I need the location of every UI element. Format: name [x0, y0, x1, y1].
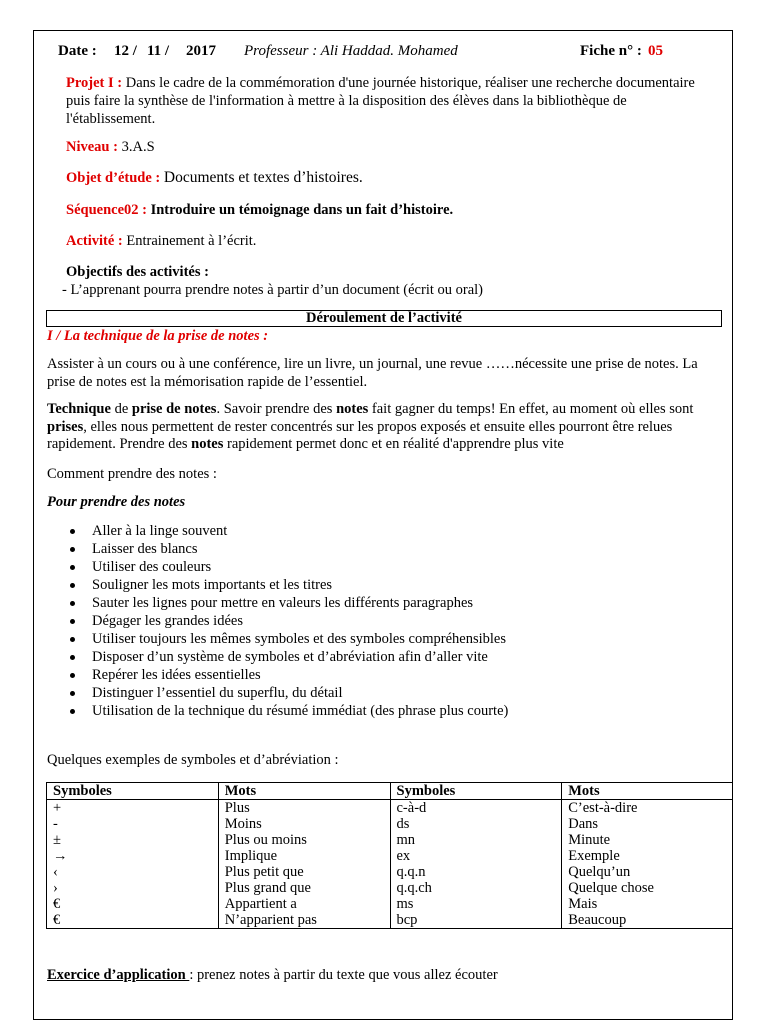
- table-row: [47, 864, 733, 880]
- objet-label: Objet d’étude :: [66, 170, 161, 186]
- exercice-line: [47, 966, 498, 984]
- fiche-number: 05: [648, 43, 663, 59]
- table-row: [47, 800, 733, 817]
- prises-term: prises: [47, 418, 84, 435]
- table-cell: Mais: [562, 896, 733, 912]
- text-run: fait gagner du temps! En effet, au moment où elles sont: [368, 401, 694, 417]
- activite-label: Activité :: [66, 233, 123, 249]
- bullet-icon: [70, 655, 75, 660]
- exemples-intro: Quelques exemples de symboles et d’abréviation :: [47, 752, 339, 768]
- table-row: [47, 816, 733, 832]
- table-cell: Plus grand que: [218, 880, 390, 896]
- list-item: [92, 702, 508, 720]
- date-year: 2017: [186, 43, 216, 59]
- list-item: [92, 576, 508, 594]
- table-cell: €: [47, 896, 219, 912]
- notes-term: notes: [336, 401, 369, 417]
- symbols-table: [46, 782, 733, 929]
- projet-paragraph: [66, 74, 706, 128]
- list-item: [92, 540, 508, 558]
- table-cell: →: [47, 848, 219, 864]
- projet-label: Projet I :: [66, 75, 123, 91]
- table-cell: €: [47, 912, 219, 929]
- bullet-icon: [70, 547, 75, 552]
- niveau-label: Niveau :: [66, 139, 118, 155]
- list-item-text: Laisser des blancs: [92, 541, 198, 557]
- table-header-cell: Symboles: [390, 783, 562, 800]
- list-item: [92, 666, 508, 684]
- list-item-text: Disposer d’un système de symboles et d’abréviation afin d’aller vite: [92, 649, 488, 665]
- teacher-name: Professeur : Ali Haddad. Mohamed: [244, 43, 458, 59]
- table-row: [47, 880, 733, 896]
- list-item: [92, 630, 508, 648]
- list-item-text: Utilisation de la technique du résumé immédiat (des phrase plus courte): [92, 703, 509, 719]
- list-item: [92, 558, 508, 576]
- activite-value: Entrainement à l’écrit.: [126, 233, 257, 249]
- table-cell: ±: [47, 832, 219, 848]
- table-cell: ›: [47, 880, 219, 896]
- activite-line: [66, 232, 256, 250]
- technique-paragraph: [47, 401, 727, 454]
- table-cell: Plus petit que: [218, 864, 390, 880]
- niveau-line: [66, 138, 155, 156]
- bullet-icon: [70, 691, 75, 696]
- bullet-icon: [70, 601, 75, 606]
- bullet-icon: [70, 583, 75, 588]
- table-cell: ds: [390, 816, 562, 832]
- projet-text: Dans le cadre de la commémoration d'une journée historique, réaliser une recherche documentaire puis faire la synthèse de l'information à mettre à la disposition des élèves dans la bibliothèque de l'établissement.: [66, 75, 695, 127]
- table-cell: Dans: [562, 816, 733, 832]
- exercice-label: Exercice d’application: [47, 967, 190, 983]
- table-row: [47, 896, 733, 912]
- list-item-text: Utiliser toujours les mêmes symboles et des symboles compréhensibles: [92, 631, 506, 647]
- list-item-text: Distinguer l’essentiel du superflu, du détail: [92, 685, 343, 701]
- table-cell: Appartient a: [218, 896, 390, 912]
- table-cell: Minute: [562, 832, 733, 848]
- table-cell: q.q.n: [390, 864, 562, 880]
- pour-title: Pour prendre des notes: [47, 494, 186, 510]
- table-cell: +: [47, 800, 219, 817]
- list-item-text: Utiliser des couleurs: [92, 559, 212, 575]
- fiche-label: Fiche n° :: [580, 43, 642, 59]
- table-cell: Exemple: [562, 848, 733, 864]
- notes-term: notes: [191, 436, 224, 452]
- date-day: 12 /: [114, 43, 137, 59]
- list-item-text: Sauter les lignes pour mettre en valeurs les différents paragraphes: [92, 595, 474, 611]
- table-cell: C’est-à-dire: [562, 800, 733, 817]
- deroulement-header: Déroulement de l’activité: [46, 310, 722, 327]
- intro-paragraph: Assister à un cours ou à une conférence, lire un livre, un journal, une revue ……nécessite une prise de notes. La prise de notes est la mémorisation rapide de l’essentiel.: [47, 356, 698, 390]
- sequence-value: Introduire un témoignage dans un fait d’histoire.: [150, 202, 454, 218]
- text-run: . Savoir prendre des: [216, 401, 337, 417]
- table-cell: ex: [390, 848, 562, 864]
- table-header-row: [47, 783, 733, 800]
- bullet-icon: [70, 637, 75, 642]
- section-title: I / La technique de la prise de notes :: [47, 328, 269, 344]
- table-cell: ‹: [47, 864, 219, 880]
- list-item: [92, 594, 508, 612]
- table-cell: N’apparient pas: [218, 912, 390, 929]
- objectifs-title: Objectifs des activités :: [66, 264, 209, 280]
- table-cell: bcp: [390, 912, 562, 929]
- list-item: [92, 684, 508, 702]
- bullet-icon: [70, 529, 75, 534]
- objectifs-item: - L’apprenant pourra prendre notes à partir d’un document (écrit ou oral): [62, 282, 484, 298]
- prise-de-notes-term: prise de notes: [131, 401, 217, 417]
- table-cell: c-à-d: [390, 800, 562, 817]
- bullet-icon: [70, 709, 75, 714]
- table-row: [47, 848, 733, 864]
- date-month: 11 /: [147, 43, 170, 59]
- table-cell: ms: [390, 896, 562, 912]
- table-cell: Moins: [218, 816, 390, 832]
- sequence-line: [66, 201, 453, 219]
- comment-line: Comment prendre des notes :: [47, 466, 217, 482]
- text-run: de: [110, 401, 132, 417]
- table-cell: q.q.ch: [390, 880, 562, 896]
- table-cell: Beaucoup: [562, 912, 733, 929]
- text-run: rapidement permet donc et en réalité d'apprendre plus vite: [223, 436, 564, 452]
- bullet-icon: [70, 565, 75, 570]
- list-item-text: Dégager les grandes idées: [92, 613, 243, 629]
- table-cell: Plus: [218, 800, 390, 817]
- list-item: [92, 612, 508, 630]
- objet-line: [66, 169, 363, 187]
- table-row: [47, 832, 733, 848]
- niveau-value: 3.A.S: [121, 139, 155, 155]
- technique-term: Technique: [47, 401, 111, 417]
- list-item-text: Repérer les idées essentielles: [92, 667, 261, 683]
- table-cell: mn: [390, 832, 562, 848]
- tips-list: [70, 522, 508, 720]
- table-header-cell: Mots: [218, 783, 390, 800]
- table-cell: Quelqu’un: [562, 864, 733, 880]
- table-cell: Plus ou moins: [218, 832, 390, 848]
- text-run: , elles nous permettent de rester concentrés sur les propos exposés et ensuite elles pourront être relues rapidement. Prendre des: [47, 418, 673, 452]
- list-item-text: Aller à la linge souvent: [92, 523, 228, 539]
- bullet-icon: [70, 619, 75, 624]
- date-label: Date :: [58, 43, 97, 59]
- exercice-text: : prenez notes à partir du texte que vous allez écouter: [189, 967, 498, 983]
- list-item: [92, 522, 508, 540]
- table-cell: -: [47, 816, 219, 832]
- table-cell: Implique: [218, 848, 390, 864]
- objet-value: Documents et textes d’histoires.: [163, 169, 363, 186]
- sequence-label: Séquence02 :: [66, 202, 147, 218]
- table-row: [47, 912, 733, 929]
- table-header-cell: Symboles: [47, 783, 219, 800]
- table-cell: Quelque chose: [562, 880, 733, 896]
- list-item: [92, 648, 508, 666]
- bullet-icon: [70, 673, 75, 678]
- table-header-cell: Mots: [562, 783, 733, 800]
- list-item-text: Souligner les mots importants et les titres: [92, 577, 333, 593]
